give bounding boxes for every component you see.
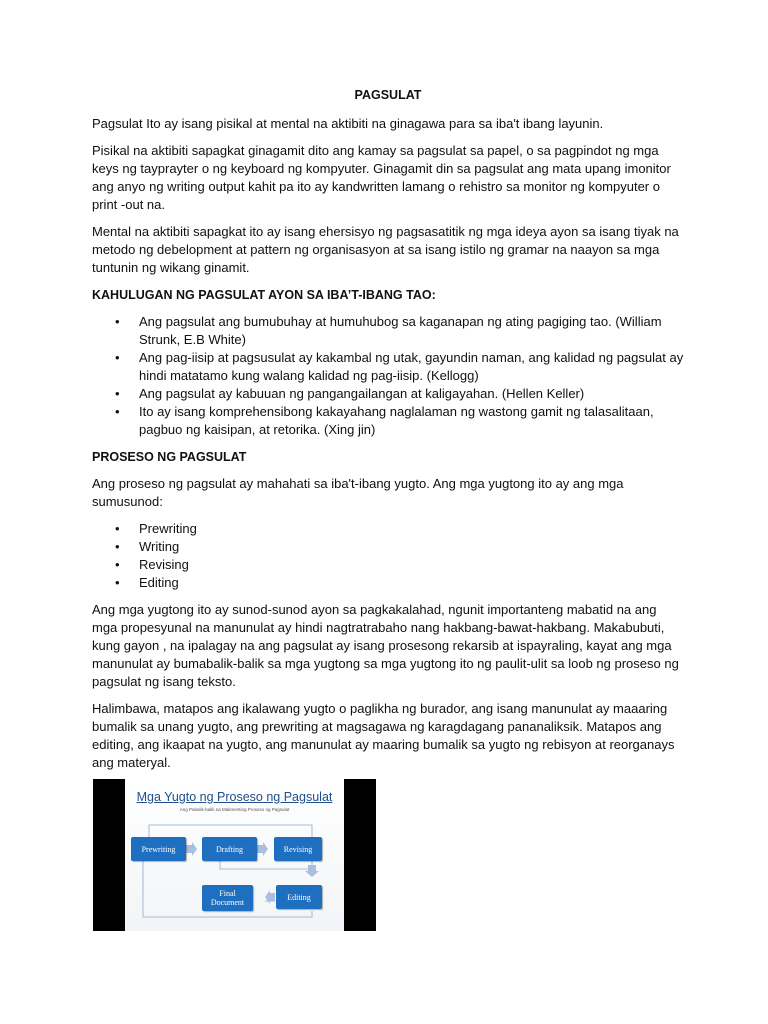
pisikal-paragraph: Pisikal na aktibiti sapagkat ginagamit dito ang kamay sa pagsulat sa papel, o sa pagpindot ng mga keys ng tayprayter o ng keyboard ng kompyuter. Ginagamit din sa pagsulat ang mata upang imonitor ang anyo ng writing output kahit pa ito ay kandwritten lamang o rehistro sa monitor ng kompyuter o print -out na. [92, 143, 671, 212]
process-figure [93, 779, 376, 931]
prewriting-box: Prewriting [131, 837, 186, 861]
document-page [92, 88, 684, 781]
bullet-icon: • [115, 557, 120, 572]
bullet-icon: • [115, 314, 120, 329]
bullet-icon: • [115, 521, 120, 536]
proseso-paragraph: Ang proseso ng pagsulat ay mahahati sa iba't-ibang yugto. Ang mga yugtong ito ay ang mga sumusunod: [92, 476, 624, 509]
mental-paragraph: Mental na aktibiti sapagkat ito ay isang ehersisyo ng pagsasatitik ng mga ideya ayon sa isang tiyak na metodo ng debelopment at pattern ng organisasyon at sa isang istilo ng gramar na naayon sa mga tuntunin ng wikang ginamit. [92, 224, 679, 275]
list-item: • Editing [115, 575, 179, 590]
yugto-list [92, 520, 684, 592]
revising-box: Revising [274, 837, 322, 861]
editing-box: Editing [276, 885, 322, 909]
list-item: • Ang pagsulat ay kabuuan ng pangangailangan at kaligayahan. (Hellen Keller) [115, 386, 585, 401]
kahulugan-list [92, 313, 684, 439]
sunod-paragraph: Ang mga yugtong ito ay sunod-sunod ayon sa pagkakalahad, ngunit importanteng mabatid na ang mga propesyunal na manunulat ay hindi nagtratrabaho nang hakbang-bawat-hakbang. Makabubuti, kung gayon , na ipalagay na ang pagsulat ay isang prosesong rekarsib at ispayraling, kayat ang mga manunulat ay bumabalik-balik sa mga yugtong sa mga yugtong ito ng paulit-ulit sa loob ng proseso ng pagsulat ng isang teksto. [92, 602, 679, 689]
list-item: • Ang pagsulat ang bumubuhay at humuhubog sa kaganapan ng ating pagiging tao. (William Strunk, E.B White) [115, 314, 662, 347]
halimbawa-paragraph: Halimbawa, matapos ang ikalawang yugto o paglikha ng burador, ang isang manunulat ay maaaring bumalik sa unang yugto, ang prewriting at magsagawa ng karagdagang pananaliksik. Matapos ang editing, ang ikaapat na yugto, ang manunulat ay maaring bumalik sa yugto ng rebisyon at reorganays ang materyal. [92, 701, 675, 770]
kahulugan-heading: KAHULUGAN NG PAGSULAT AYON SA IBA’T-IBANG TAO: [92, 288, 436, 302]
figure-subtitle: Ang Pabalik-balik na Makmenting Proseso ng Pagsulat [179, 807, 290, 812]
figure-title: Mga Yugto ng Proseso ng Pagsulat [136, 790, 333, 804]
drafting-box: Drafting [202, 837, 257, 861]
bullet-icon: • [115, 350, 120, 365]
proseso-heading: PROSESO NG PAGSULAT [92, 450, 247, 464]
document-title: PAGSULAT [354, 88, 422, 102]
list-item: • Writing [115, 539, 180, 554]
list-item: • Prewriting [115, 521, 197, 536]
final-document-box: Final Document [202, 885, 253, 911]
bullet-icon: • [115, 404, 120, 419]
list-item: • Revising [115, 557, 189, 572]
list-item: • Ang pag-iisip at pagsusulat ay kakambal ng utak, gayundin naman, ang kalidad ng pagsulat ay hindi matatamo kung walang kalidad ng pag-iisip. (Kellogg) [115, 350, 684, 383]
bullet-icon: • [115, 386, 120, 401]
bullet-icon: • [115, 539, 120, 554]
figure-slide [125, 779, 344, 931]
list-item: • Ito ay isang komprehensibong kakayahang naglalaman ng wastong gamit ng talasalitaan, pagbuo ng kaisipan, at retorika. (Xing jin) [115, 404, 654, 437]
bullet-icon: • [115, 575, 120, 590]
intro-paragraph: Pagsulat Ito ay isang pisikal at mental na aktibiti na ginagawa para sa iba't ibang layunin. [92, 116, 604, 131]
